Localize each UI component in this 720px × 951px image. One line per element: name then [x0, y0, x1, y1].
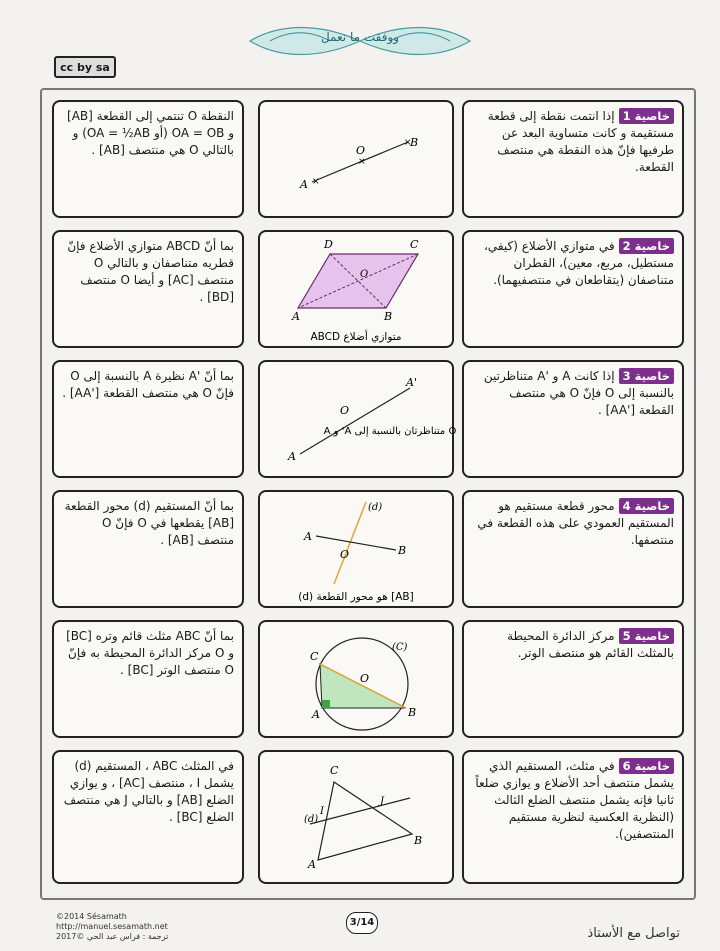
figure-5 — [258, 620, 454, 738]
svg-text:A: A — [304, 530, 312, 543]
svg-text:C: C — [410, 238, 419, 251]
figure-caption: (d) هو محور القطعة [AB] — [298, 591, 414, 603]
property-row-4 — [52, 490, 684, 608]
footer-url[interactable]: http://manuel.sesamath.net — [56, 922, 168, 931]
svg-text:A: A — [288, 450, 296, 463]
property-badge: خاصية 2 — [619, 238, 674, 254]
svg-text:×: × — [404, 138, 412, 148]
svg-text:A': A' — [406, 376, 417, 389]
figure-4 — [258, 490, 454, 608]
svg-text:D: D — [324, 238, 333, 251]
svg-text:B: B — [408, 706, 417, 719]
svg-text:O: O — [340, 548, 350, 561]
footer-signature: تواصل مع الأستاذ — [587, 926, 680, 941]
property-text-2: خاصية 2في متوازي الأضلاع (كيفي، مستطيل، مربع، معين)، القطران متناصفان (يتقاطعان في منتصفيهما). — [462, 230, 684, 348]
svg-text:A: A — [292, 310, 300, 323]
property-text-1: خاصية 1إذا انتمت نقطة إلى قطعة مستقيمة و كانت متساوية البعد عن طرفيها فإنّ هذه النقطة هي منتصف القطعة. — [462, 100, 684, 218]
svg-text:O: O — [360, 269, 369, 280]
figure-3 — [258, 360, 457, 478]
property-badge: خاصية 5 — [619, 628, 674, 644]
figure-1 — [258, 100, 454, 218]
example-text-1: النقطة O تنتمي إلى القطعة [AB] و OA = OB (أو OA = ½AB) و بالتالي O هي منتصف [AB] . — [52, 100, 244, 218]
property-badge: خاصية 4 — [619, 498, 674, 514]
example-text-3: بما أنّ 'A نظيرة A بالنسبة إلى O فإنّ O هي منتصف القطعة ['AA] . — [52, 360, 244, 478]
property-row-5 — [52, 620, 684, 738]
example-text-5: بما أنّ ABC مثلث قائم وتره [BC] و O مركز الدائرة المحيطة به فإنّ O منتصف الوتر [BC] . — [52, 620, 244, 738]
property-row-1 — [52, 100, 684, 218]
svg-text:×: × — [358, 157, 366, 167]
svg-text:B: B — [398, 544, 407, 557]
svg-text:B: B — [414, 834, 423, 847]
footer-translation: ترجمة : فراس عبد الحي ©2017 — [56, 932, 169, 941]
property-row-3 — [52, 360, 684, 478]
page-number: 3/14 — [346, 912, 378, 934]
svg-text:A: A — [308, 858, 316, 871]
svg-text:×: × — [312, 177, 320, 187]
svg-text:C: C — [330, 764, 339, 777]
property-text-3: خاصية 3إذا كانت A و 'A متناظرتين بالنسبة إلى O فإنّ O هي منتصف القطعة ['AA] . — [462, 360, 684, 478]
svg-text:(d): (d) — [368, 502, 383, 513]
property-text-6: خاصية 6في مثلث، المستقيم الذي يشمل منتصف أحد الأضلاع و يوازي ضلعاً ثانيا فإنه يشمل منتصف الضلع الثالث (النظرية العكسية لنظرية مستقيم المنتصفين). — [462, 750, 684, 884]
svg-text:C: C — [310, 650, 319, 663]
svg-text:(C): (C) — [392, 642, 408, 653]
label-o: O — [356, 144, 366, 157]
property-text-5: خاصية 5مركز الدائرة المحيطة بالمثلث القائم هو منتصف الوتر. — [462, 620, 684, 738]
example-text-4: بما أنّ المستقيم (d) محور القطعة [AB] يقطعها في O فإنّ O منتصف [AB] . — [52, 490, 244, 608]
svg-text:A: A — [312, 708, 320, 721]
svg-text:O: O — [340, 404, 350, 417]
footer-copyright: ©2014 Sésamath — [56, 912, 127, 921]
example-text-6: في المثلث ABC ، المستقيم (d) يشمل I ، منتصف [AC] ، و يوازي الضلع [AB] و بالتالي J هي منتصف الضلع [BC] . — [52, 750, 244, 884]
svg-text:I: I — [320, 806, 324, 817]
svg-text:(d): (d) — [304, 814, 319, 825]
figure-caption: A و 'A متناظرتان بالنسبة إلى O — [323, 426, 457, 437]
banner-title: ووفقت ما نعمل — [320, 30, 400, 44]
figure-2 — [258, 230, 454, 348]
figure-6 — [258, 750, 454, 884]
figure-caption: ABCD متوازي أضلاع — [310, 331, 402, 343]
label-b: B — [410, 136, 419, 149]
property-row-2 — [52, 230, 684, 348]
example-text-2: بما أنّ ABCD متوازي الأضلاع فإنّ قطريه متناصفان و بالتالي O منتصف [AC] و أيضا O منتصف [BD] . — [52, 230, 244, 348]
property-row-6 — [52, 750, 684, 884]
property-badge: خاصية 3 — [619, 368, 674, 384]
property-badge: خاصية 6 — [619, 758, 674, 774]
svg-text:B: B — [384, 310, 393, 323]
property-text-4: خاصية 4محور قطعة مستقيم هو المستقيم العمودي على هذه القطعة في منتصفها. — [462, 490, 684, 608]
svg-text:J: J — [380, 796, 385, 807]
svg-text:O: O — [360, 672, 370, 685]
label-a: A — [300, 178, 308, 191]
footer-credits — [56, 912, 168, 942]
license-badge: cc by sa — [54, 56, 116, 78]
property-badge: خاصية 1 — [619, 108, 674, 124]
